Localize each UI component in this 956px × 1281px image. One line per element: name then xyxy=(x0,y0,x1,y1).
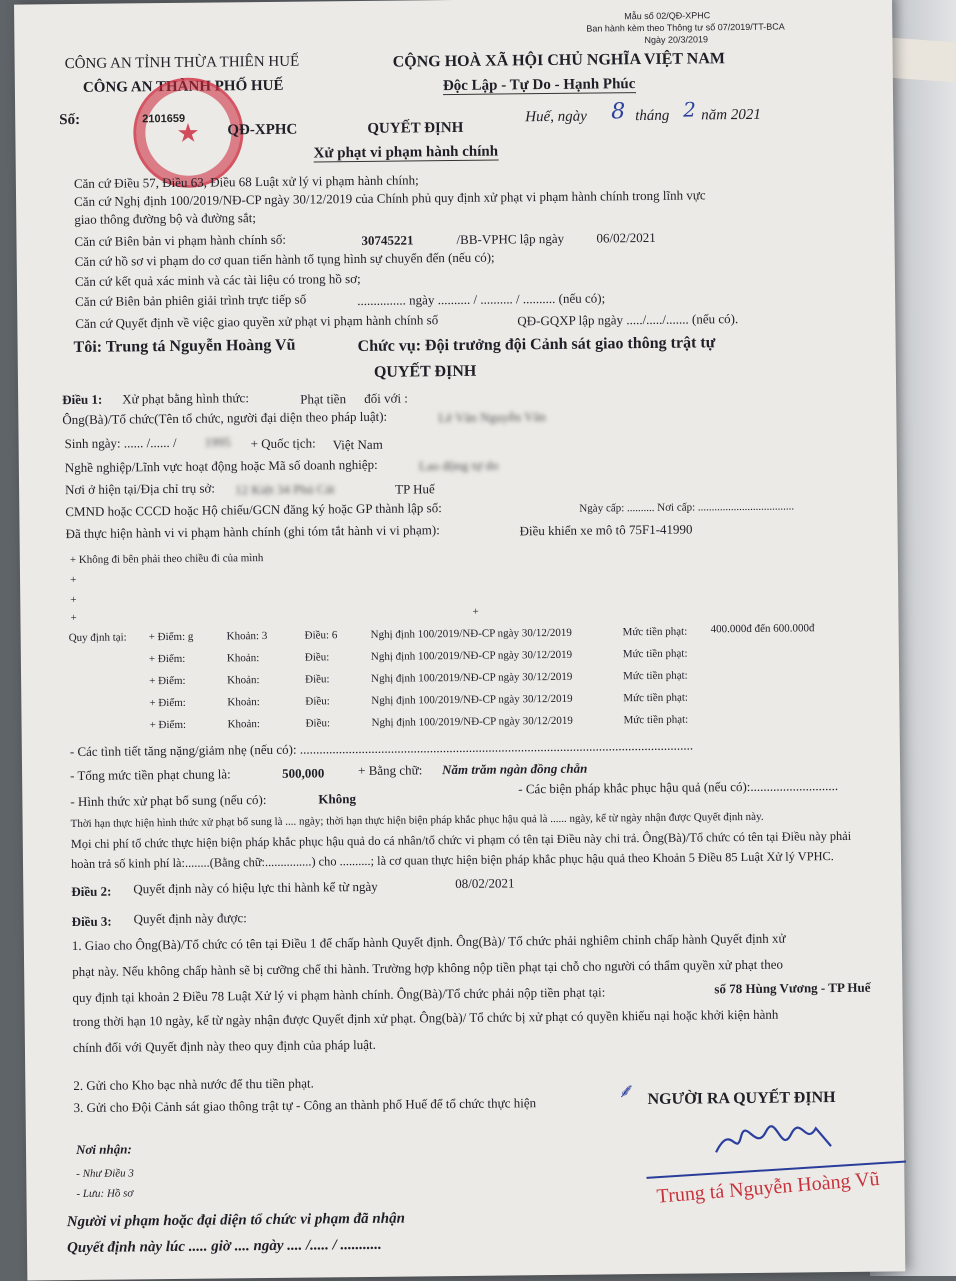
total-fine-label: - Tổng mức tiền phạt chung là: xyxy=(70,766,231,784)
article-3-line-6: 2. Gửi cho Kho bạc nhà nước để thu tiền phạt. xyxy=(73,1075,314,1094)
penalty-fine: Phạt tiền xyxy=(300,391,347,407)
violation-label: Đã thực hiện hành vi vi phạm hành chính (ghi tóm tắt hành vi vi phạm): xyxy=(65,522,440,542)
receipt-line-1: Người vi phạm hoặc đại diện tổ chức vi phạm đã nhận xyxy=(66,1210,405,1231)
recipient-2: - Lưu: Hồ sơ xyxy=(76,1187,134,1201)
basis-line-3: giao thông đường bộ và đường sắt; xyxy=(74,210,257,227)
basis-line-8: Căn cứ Quyết định về việc giao quyền xử phạt vi phạm hành chính số xyxy=(75,312,439,331)
report-suffix: /BB-VPHC lập ngày xyxy=(456,230,565,247)
handwritten-signature xyxy=(711,1116,852,1167)
article-2-heading: Điều 2: xyxy=(71,883,112,900)
regulation-point: + Điểm: g xyxy=(148,630,194,644)
dob-value: 1995 xyxy=(204,434,231,450)
signer-title: NGƯỜI RA QUYẾT ĐỊNH xyxy=(647,1089,836,1109)
person-label: Ông(Bà)/Tổ chức(Tên tổ chức, người đại diện theo pháp luật): xyxy=(62,408,388,428)
date-month-label: tháng xyxy=(635,107,670,125)
initials-handwritten: ⸙ xyxy=(617,1078,633,1103)
article-3-line-5: chính đối với Quyết định này theo quy định của pháp luật. xyxy=(72,1036,376,1056)
circumstances: - Các tình tiết tăng nặng/giảm nhẹ (nếu có): ......................................................................................................................... xyxy=(69,737,694,760)
address-label: Nơi ở hiện tại/Địa chỉ trụ sở: xyxy=(65,480,216,498)
regulation-decree: Nghị định 100/2019/NĐ-CP ngày 30/12/2019 xyxy=(371,714,573,729)
regulation-decree: Nghị định 100/2019/NĐ-CP ngày 30/12/2019 xyxy=(371,670,573,685)
date-month: 2 xyxy=(683,97,697,122)
deadline-text: Thời hạn thực hiện hình thức xử phạt bổ sung là .... ngày; thời hạn thực hiện biện pháp khắc phục hậu quả là ...... ngày, kể từ ngày nhận được Quyết định này. xyxy=(70,810,764,831)
basis-line-5: Căn cứ hồ sơ vi phạm do cơ quan tiến hành tố tụng hình sự chuyển đến (nếu có); xyxy=(74,249,495,269)
regulation-point: + Điểm: xyxy=(149,718,187,732)
form-issued-date: Ngày 20/3/2019 xyxy=(644,34,709,45)
regulation-point: + Điểm: xyxy=(149,696,186,710)
violation-act-2: + xyxy=(69,573,77,587)
regulation-article: Điều: xyxy=(305,717,331,730)
regulation-point: + Điểm: xyxy=(149,674,186,688)
document-title: QUYẾT ĐỊNH xyxy=(367,119,464,137)
cost-text-2: hoàn trả số kinh phí là:........(Bằng chữ:...............) cho ..........; là cơ quan thực hiện biện pháp khắc phục hậu quả theo Khoản 5 Điều 85 Luật Xử lý VPHC. xyxy=(70,849,834,872)
payment-place: số 78 Hùng Vương - TP Huế xyxy=(714,979,871,997)
signer-name: Trung tá Nguyễn Hoàng Vũ xyxy=(655,1167,881,1208)
officer-position: Chức vụ: Đội trưởng đội Cảnh sát giao thông trật tự xyxy=(357,334,716,356)
fine-level-label: Mức tiền phạt: xyxy=(623,691,689,705)
regulation-clause: Khoản: 3 xyxy=(226,629,268,643)
additional-penalty-value: Không xyxy=(318,791,357,807)
regulation-label: Quy định tại: xyxy=(68,631,127,645)
basis-line-7: Căn cứ Biên bản phiên giải trình trực tiếp số xyxy=(75,291,307,309)
agency-name: CÔNG AN THÀNH PHỐ HUẾ xyxy=(82,77,284,96)
regulation-article: Điều: xyxy=(304,651,330,664)
violation-act-1: + Không đi bên phải theo chiều đi của mình xyxy=(69,552,264,567)
amount-in-words: Năm trăm ngàn đồng chẵn xyxy=(441,760,588,778)
place-date-prefix: Huế, ngày xyxy=(525,108,587,126)
violation-act-4: + xyxy=(70,611,77,625)
article-3-line-4: trong thời hạn 10 ngày, kể từ ngày nhận được Quyết định xử phạt. Ông(bà)/ Tổ chức bị xử phạt có quyền khiếu nại hoặc khởi kiện hành xyxy=(72,1006,779,1030)
regulation-point: + Điểm: xyxy=(148,652,186,666)
article-2-text: Quyết định này có hiệu lực thi hành kể từ ngày xyxy=(133,878,378,897)
officer-name: Tôi: Trung tá Nguyễn Hoàng Vũ xyxy=(73,336,296,356)
violation-act-mid: + xyxy=(472,605,479,618)
decision-document xyxy=(14,0,905,1281)
basis-line-4: Căn cứ Biên bản vi phạm hành chính số: xyxy=(74,231,286,249)
additional-penalty-label: - Hình thức xử phạt bổ sung (nếu có): xyxy=(70,791,267,810)
fine-level-label: Mức tiền phạt: xyxy=(622,625,688,639)
regulation-article: Điều: 6 xyxy=(304,629,338,642)
explain-report-tail: ............... ngày .......... / .......... / .......... (nếu có); xyxy=(357,290,606,309)
decide-heading: QUYẾT ĐỊNH xyxy=(373,362,477,381)
article-3-line-1: 1. Giao cho Ông(Bà)/Tổ chức có tên tại Điều 1 để chấp hành Quyết định. Ông(Bà)/ Tổ chức phải nghiêm chỉnh chấp hành Quyết định xử xyxy=(71,930,786,954)
total-fine-value: 500,000 xyxy=(282,765,325,781)
fine-level-label: Mức tiền phạt: xyxy=(622,647,688,661)
agency-parent: CÔNG AN TỈNH THỪA THIÊN HUẾ xyxy=(64,53,300,73)
regulation-decree: Nghị định 100/2019/NĐ-CP ngày 30/12/2019 xyxy=(371,692,573,707)
regulation-article: Điều: xyxy=(305,695,330,708)
regulation-decree: Nghị định 100/2019/NĐ-CP ngày 30/12/2019 xyxy=(370,648,573,663)
document-subtitle: Xử phạt vi phạm hành chính xyxy=(313,143,499,162)
motto: Độc Lập - Tự Do - Hạnh Phúc xyxy=(442,76,636,95)
seal-star-icon: ★ xyxy=(176,118,200,148)
report-date: 06/02/2021 xyxy=(596,229,656,246)
penalty-form-label: Xử phạt bằng hình thức: xyxy=(122,390,249,407)
article-3-line-7: 3. Gửi cho Đội Cảnh sát giao thông trật tự - Công an thành phố Huế để tổ chức thực hiện xyxy=(73,1095,537,1116)
date-day: 8 xyxy=(611,99,626,125)
number-label: Số: xyxy=(59,111,81,129)
delegation-tail: QĐ-GQXP lập ngày ...../...../....... (nếu có). xyxy=(517,311,739,329)
article-3-intro: Quyết định này được: xyxy=(133,910,247,927)
fine-level-label: Mức tiền phạt: xyxy=(623,713,689,727)
occupation-value: Lao động tự do xyxy=(418,457,499,474)
person-value: Lê Văn Nguyễn Văn xyxy=(438,409,546,426)
basis-line-6: Căn cứ kết quả xác minh và các tài liệu có trong hồ sơ; xyxy=(74,270,361,289)
occupation-label: Nghề nghiệp/Lĩnh vực hoạt động hoặc Mã số doanh nghiệp: xyxy=(64,456,378,476)
dob-label: Sinh ngày: ...... /...... / xyxy=(64,434,177,452)
nationality-label: + Quốc tịch: xyxy=(250,435,316,452)
country-name: CỘNG HOÀ XÃ HỘI CHỦ NGHĨA VIỆT NAM xyxy=(392,50,726,71)
basis-line-2: Căn cứ Nghị định 100/2019/NĐ-CP ngày 30/12/2019 của Chính phủ quy định xử phạt vi phạm hành chính trong lĩnh vực xyxy=(74,187,706,209)
regulation-clause: Khoản: xyxy=(227,696,260,709)
report-number: 30745221 xyxy=(361,232,414,248)
article-3-line-2: phạt này. Nếu không chấp hành sẽ bị cưỡng chế thi hành. Trường hợp không nộp tiền phạt tại chỗ cho người có thẩm quyền xử phạt theo xyxy=(72,956,784,980)
basis-line-1: Căn cứ Điều 57, Điều 63, Điều 68 Luật xử lý vi phạm hành chính; xyxy=(73,172,419,191)
recipients-label: Nơi nhận: xyxy=(75,1141,132,1158)
effective-date: 08/02/2021 xyxy=(455,875,515,892)
article-3-line-3: quy định tại khoản 2 Điều 78 Luật Xử lý vi phạm hành chính. Ông(Bà)/Tổ chức phải nộp tiền phạt tại: xyxy=(72,984,606,1006)
fine-level-amount: 400.000đ đến 600.000đ xyxy=(710,622,815,636)
penalty-against: đối với : xyxy=(364,390,408,406)
fine-level-label: Mức tiền phạt: xyxy=(623,669,688,683)
address-value: 12 Kiệt 34 Phú Cát xyxy=(235,481,335,498)
regulation-decree: Nghị định 100/2019/NĐ-CP ngày 30/12/2019 xyxy=(370,626,572,641)
number-suffix: QĐ-XPHC xyxy=(227,121,298,139)
recipient-1: - Như Điều 3 xyxy=(76,1167,134,1181)
article-1-heading: Điều 1: xyxy=(62,391,103,408)
article-3-heading: Điều 3: xyxy=(71,913,112,930)
receipt-line-2: Quyết định này lúc ..... giờ .... ngày .... /..... / ........... xyxy=(66,1236,382,1257)
remedy-measures: - Các biện pháp khắc phục hậu quả (nếu có):........................... xyxy=(518,778,839,797)
address-city: TP Huế xyxy=(395,481,435,497)
id-label: CMND hoặc CCCD hoặc Hộ chiếu/GCN đăng ký hoặc GP thành lập số: xyxy=(65,500,442,520)
form-number: Mẫu số 02/QĐ-XPHC xyxy=(624,10,711,22)
id-issue-info: Ngày cấp: .......... Nơi cấp: ................................... xyxy=(579,500,795,515)
background-paper-scrap xyxy=(889,38,956,83)
regulation-clause: Khoản: xyxy=(226,652,260,665)
amount-in-words-label: + Bằng chữ: xyxy=(357,762,423,779)
violation-value: Điều khiển xe mô tô 75F1-41990 xyxy=(519,521,693,539)
violation-act-3: + xyxy=(70,593,77,607)
nationality-value: Việt Nam xyxy=(332,436,383,453)
regulation-clause: Khoản: xyxy=(227,674,260,687)
regulation-article: Điều: xyxy=(305,673,330,686)
cost-text-1: Mọi chi phí tổ chức thực hiện biện pháp khắc phục hậu quả do cá nhân/tổ chức vi phạm có tên tại Điều này chi trả. Ông(Bà)/Tổ chức có tên tại Điều này phải xyxy=(70,828,852,852)
decision-number: 2101659 xyxy=(142,112,186,126)
date-year: năm 2021 xyxy=(701,106,761,124)
regulation-clause: Khoản: xyxy=(227,718,261,731)
form-issued-by: Ban hành kèm theo Thông tư số 07/2019/TT-BCA xyxy=(586,21,785,34)
